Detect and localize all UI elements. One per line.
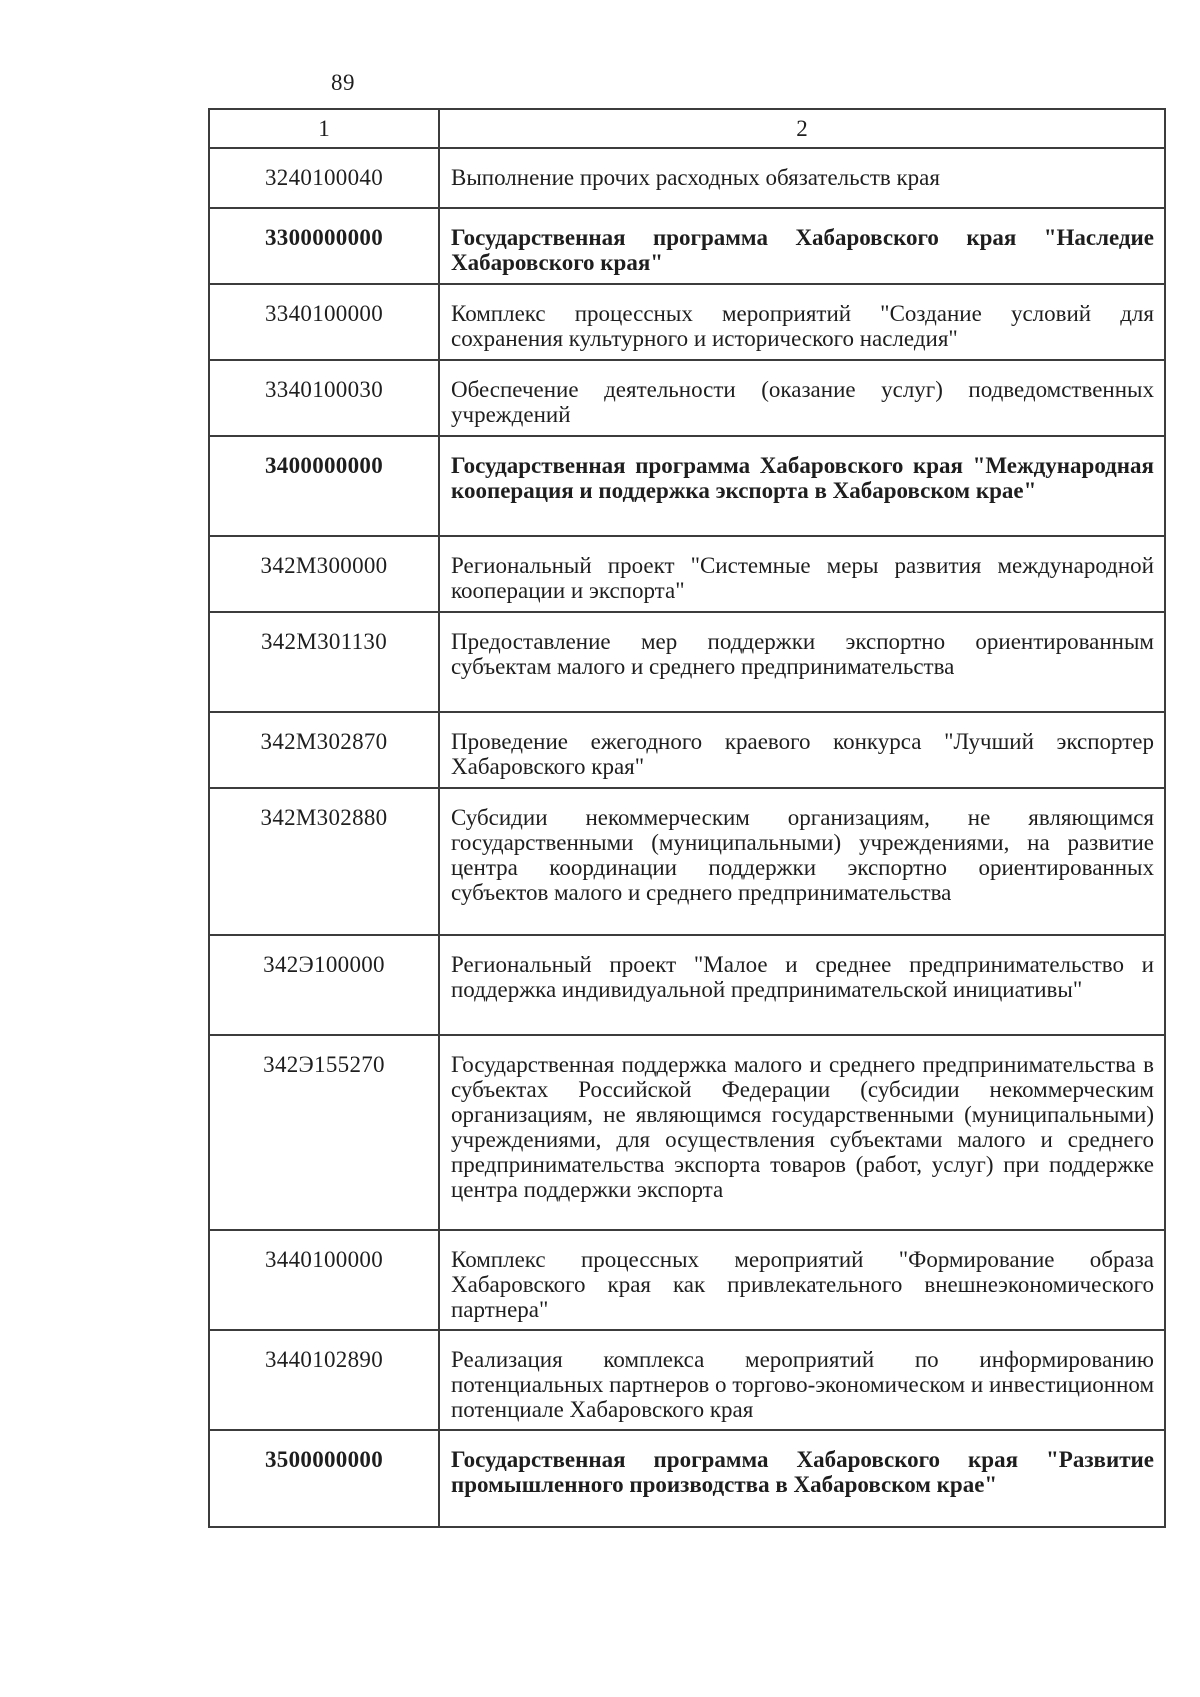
table-row (209, 712, 1165, 788)
row-name-cell: Субсидии некоммерческим организациям, не являющимся государственными (муниципальными) учреждениями, на развитие центра координации поддержки экспортно ориентированных субъектов малого и среднего предпринимательства (439, 788, 1165, 935)
table-row (209, 1430, 1165, 1527)
row-code-cell: 3340100030 (209, 360, 439, 436)
table-row (209, 360, 1165, 436)
column-header-code: 1 (209, 109, 439, 148)
row-code-cell: 3240100040 (209, 148, 439, 208)
row-name-cell: Государственная программа Хабаровского края "Международная кооперация и поддержка экспорта в Хабаровском крае" (439, 436, 1165, 536)
row-code-cell: 3500000000 (209, 1430, 439, 1527)
row-code-cell: 3300000000 (209, 208, 439, 284)
row-code-cell: 342М301130 (209, 612, 439, 712)
table-row (209, 148, 1165, 208)
row-name-cell: Комплекс процессных мероприятий "Создание условий для сохранения культурного и исторического наследия" (439, 284, 1165, 360)
row-name-cell: Реализация комплекса мероприятий по информированию потенциальных партнеров о торгово-экономическом и инвестиционном потенциале Хабаровского края (439, 1330, 1165, 1430)
row-code-cell: 3440100000 (209, 1230, 439, 1330)
table-row (209, 1035, 1165, 1230)
table-row (209, 788, 1165, 935)
table-row (209, 1230, 1165, 1330)
row-code-cell: 3340100000 (209, 284, 439, 360)
budget-classification-table (208, 108, 1166, 1528)
row-name-cell: Выполнение прочих расходных обязательств края (439, 148, 1165, 208)
row-name-cell: Государственная программа Хабаровского края "Развитие промышленного производства в Хабаровском крае" (439, 1430, 1165, 1527)
table-row (209, 208, 1165, 284)
table-row (209, 436, 1165, 536)
table-row (209, 612, 1165, 712)
row-code-cell: 342Э155270 (209, 1035, 439, 1230)
row-name-cell: Комплекс процессных мероприятий "Формирование образа Хабаровского края как привлекательного внешнеэкономического партнера" (439, 1230, 1165, 1330)
row-name-cell: Предоставление мер поддержки экспортно ориентированным субъектам малого и среднего предпринимательства (439, 612, 1165, 712)
page-number-text: 89 (331, 70, 355, 95)
page-number (0, 70, 1200, 96)
table-row (209, 935, 1165, 1035)
row-code-cell: 342М302880 (209, 788, 439, 935)
row-name-cell: Государственная программа Хабаровского края "Наследие Хабаровского края" (439, 208, 1165, 284)
table-body (209, 109, 1165, 1527)
row-name-cell: Государственная поддержка малого и среднего предпринимательства в субъектах Российской Федерации (субсидии некоммерческим организациям, не являющимся государственными (муниципальными) учреждениями, для осуществления субъектами малого и среднего предпринимательства экспорта товаров (работ, услуг) при поддержке центра поддержки экспорта (439, 1035, 1165, 1230)
table-row (209, 1330, 1165, 1430)
row-code-cell: 3400000000 (209, 436, 439, 536)
row-code-cell: 342М300000 (209, 536, 439, 612)
table-row (209, 536, 1165, 612)
table-row (209, 284, 1165, 360)
row-name-cell: Проведение ежегодного краевого конкурса "Лучший экспортер Хабаровского края" (439, 712, 1165, 788)
row-code-cell: 342Э100000 (209, 935, 439, 1035)
column-header-name: 2 (439, 109, 1165, 148)
row-name-cell: Региональный проект "Малое и среднее предпринимательство и поддержка индивидуальной предпринимательской инициативы" (439, 935, 1165, 1035)
row-code-cell: 3440102890 (209, 1330, 439, 1430)
row-name-cell: Обеспечение деятельности (оказание услуг) подведомственных учреждений (439, 360, 1165, 436)
row-code-cell: 342М302870 (209, 712, 439, 788)
row-name-cell: Региональный проект "Системные меры развития международной кооперации и экспорта" (439, 536, 1165, 612)
table-header-row (209, 109, 1165, 148)
